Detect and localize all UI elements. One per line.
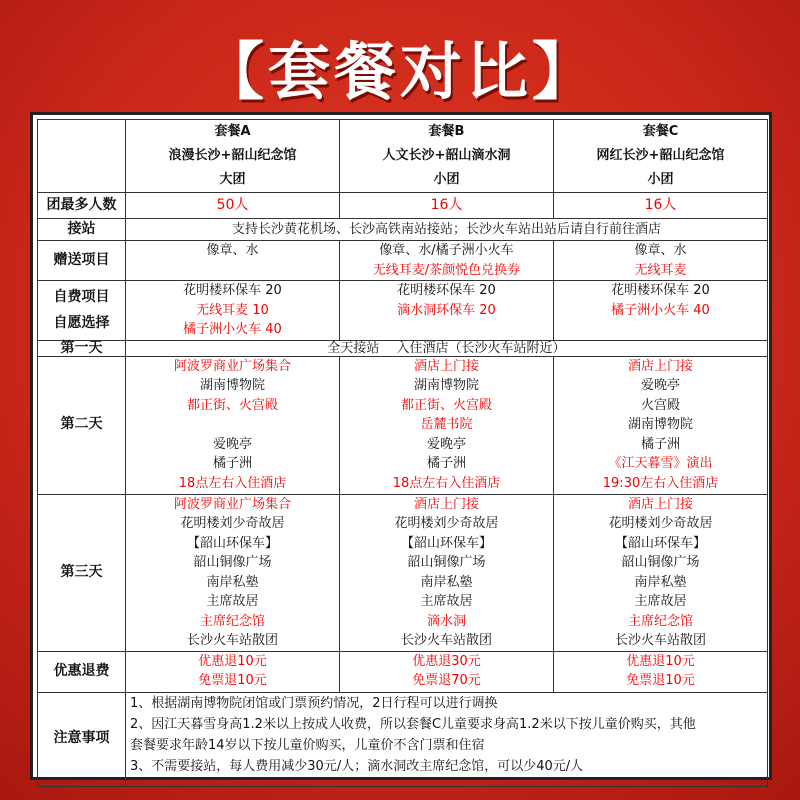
cell-line: 免票退70元 — [412, 673, 481, 688]
cell-line: 韶山铜像广场 — [407, 555, 486, 570]
cell-line: 主席纪念馆 — [199, 613, 265, 629]
optional-a — [126, 281, 340, 341]
row-label: 注意事项 — [38, 692, 126, 786]
cell-line: 无线耳麦/茶颜悦色兑换券 — [372, 262, 521, 278]
cell-line: 像章、水/橘子洲小火车 — [379, 243, 514, 258]
cell-line: 无线耳麦 10 — [196, 302, 269, 318]
cell-line: 南岸私塾 — [206, 574, 259, 590]
day3-row — [38, 494, 768, 651]
optional-c — [554, 281, 768, 341]
gifts-c — [554, 241, 768, 281]
day3-a — [126, 494, 340, 651]
row-label — [38, 281, 126, 341]
pickup-value: 支持长沙黄花机场、长沙高铁南站接站；长沙火车站出站后请自行前往酒店 — [126, 219, 768, 241]
cell-line: 酒店上门接 — [413, 358, 479, 374]
day1-row — [38, 340, 768, 356]
max-people-row — [38, 193, 768, 219]
cell-line: 【韶山环保车】 — [400, 535, 492, 551]
cell-line: 花明楼环保车 20 — [397, 283, 496, 298]
cell-line: 像章、水 — [206, 243, 259, 258]
row-label: 接站 — [38, 219, 126, 241]
cell-line: 韶山铜像广场 — [193, 555, 272, 570]
gifts-row — [38, 241, 768, 281]
cell-line: 《江天暮雪》演出 — [608, 456, 713, 471]
package-a-header — [126, 120, 340, 193]
note-line: 3、不需要接站，每人费用减少30元/人；滴水洞改主席纪念馆，可以少40元/人 — [130, 758, 584, 774]
cell-line: 酒店上门接 — [627, 496, 693, 512]
day2-row — [38, 356, 768, 494]
label-line: 自愿选择 — [53, 315, 110, 332]
cell-line: 主席故居 — [420, 594, 473, 609]
day2-a — [126, 356, 340, 494]
package-c-header — [554, 120, 768, 193]
group-size: 小团 — [433, 172, 460, 187]
max-people-a: 50人 — [126, 193, 340, 219]
cell-line: 酒店上门接 — [413, 496, 479, 512]
max-people-c: 16人 — [554, 193, 768, 219]
group-size: 大团 — [219, 172, 246, 187]
row-label: 第二天 — [38, 356, 126, 494]
cell-line: 滴水洞环保车 20 — [397, 302, 496, 318]
cell-line: 免票退10元 — [198, 673, 267, 688]
cell-line: 主席纪念馆 — [627, 613, 693, 629]
cell-line: 18点左右入住酒店 — [392, 475, 501, 491]
cell-line: 花明楼刘少奇故居 — [608, 516, 713, 531]
package-theme: 人文长沙+韶山滴水洞 — [382, 148, 511, 163]
package-name: 套餐B — [428, 124, 465, 139]
header-row — [38, 120, 768, 193]
package-theme: 浪漫长沙+韶山纪念馆 — [168, 148, 297, 163]
cell-line: 爱晚亭 — [426, 436, 466, 452]
max-people-b: 16人 — [340, 193, 554, 219]
day2-c — [554, 356, 768, 494]
cell-line: 无线耳麦 — [634, 262, 687, 278]
day1-value: 全天接站 入住酒店（长沙火车站附近） — [126, 340, 768, 356]
group-size: 小团 — [647, 172, 674, 187]
gifts-a — [126, 241, 340, 281]
cell-line: 阿波罗商业广场集合 — [173, 358, 291, 374]
row-label: 第三天 — [38, 494, 126, 651]
day3-c — [554, 494, 768, 651]
cell-line: 主席故居 — [634, 594, 687, 609]
pickup-row — [38, 219, 768, 241]
day3-b — [340, 494, 554, 651]
package-theme: 网红长沙+韶山纪念馆 — [596, 148, 725, 163]
row-label: 赠送项目 — [38, 241, 126, 281]
cell-line: 爱晚亭 — [212, 436, 252, 452]
cell-line: 阿波罗商业广场集合 — [173, 496, 291, 512]
cell-line: 橘子洲 — [640, 436, 680, 452]
corner-cell — [38, 120, 126, 193]
cell-line: 南岸私塾 — [634, 574, 687, 590]
note-line: 2、因江天暮雪身高1.2米以上按成人收费，所以套餐C儿童要求身高1.2米以下按儿童价购买，其他 — [130, 716, 696, 732]
cell-line: 湖南博物院 — [413, 378, 479, 393]
page-title: 【套餐对比】 — [201, 35, 598, 108]
notes-row — [38, 692, 768, 786]
cell-line: 橘子洲小火车 40 — [611, 302, 710, 318]
cell-line: 滴水洞 — [426, 613, 466, 629]
package-comparison-table — [37, 119, 768, 787]
cell-line: 都正街、火宫殿 — [186, 397, 278, 413]
cell-line: 火宫殿 — [640, 397, 680, 413]
cell-line: 爱晚亭 — [640, 378, 680, 393]
cell-line: 主席故居 — [206, 594, 259, 609]
cell-line: 优惠退10元 — [626, 653, 695, 669]
cell-line: 长沙火车站散团 — [186, 633, 278, 648]
refund-b — [340, 651, 554, 692]
gifts-b — [340, 241, 554, 281]
label-line: 自费项目 — [53, 289, 110, 306]
optional-row — [38, 281, 768, 341]
comparison-board — [30, 112, 772, 780]
notes-content — [126, 692, 768, 786]
cell-line: 湖南博物院 — [627, 417, 693, 432]
note-line: 套餐要求年龄14岁以下按儿童价购买，儿童价不含门票和住宿 — [130, 737, 485, 753]
package-b-header — [340, 120, 554, 193]
refund-row — [38, 651, 768, 692]
cell-line: 优惠退10元 — [198, 653, 267, 669]
day2-b — [340, 356, 554, 494]
row-label: 优惠退费 — [38, 651, 126, 692]
cell-line: 花明楼刘少奇故居 — [180, 516, 285, 531]
cell-line: 【韶山环保车】 — [614, 535, 706, 551]
cell-line: 都正街、火宫殿 — [400, 397, 492, 413]
cell-line: 橘子洲小火车 40 — [183, 322, 282, 337]
cell-line: 像章、水 — [634, 243, 687, 258]
note-line: 1、根据湖南博物院闭馆或门票预约情况，2日行程可以进行调换 — [130, 695, 498, 711]
cell-line: 橘子洲 — [212, 456, 252, 471]
cell-line: 长沙火车站散团 — [614, 633, 706, 648]
cell-line: 花明楼环保车 20 — [611, 283, 710, 298]
cell-line: 优惠退30元 — [412, 653, 481, 669]
cell-line: 岳麓书院 — [420, 417, 473, 432]
cell-line: 橘子洲 — [426, 456, 466, 471]
cell-line: 南岸私塾 — [420, 574, 473, 590]
row-label: 团最多人数 — [38, 193, 126, 219]
cell-line: 花明楼环保车 20 — [183, 283, 282, 298]
cell-line: 【韶山环保车】 — [186, 535, 278, 551]
cell-line: 湖南博物院 — [199, 378, 265, 393]
refund-c — [554, 651, 768, 692]
cell-line: 免票退10元 — [626, 673, 695, 688]
cell-line: 韶山铜像广场 — [621, 555, 700, 570]
package-name: 套餐C — [642, 124, 679, 139]
cell-line: 19:30左右入住酒店 — [602, 475, 719, 491]
refund-a — [126, 651, 340, 692]
cell-line — [126, 415, 339, 435]
optional-b — [340, 281, 554, 341]
cell-line: 酒店上门接 — [627, 358, 693, 374]
cell-line: 花明楼刘少奇故居 — [394, 516, 499, 531]
package-name: 套餐A — [214, 124, 251, 139]
cell-line: 长沙火车站散团 — [400, 633, 492, 648]
cell-line: 18点左右入住酒店 — [178, 475, 287, 491]
row-label: 第一天 — [38, 340, 126, 356]
